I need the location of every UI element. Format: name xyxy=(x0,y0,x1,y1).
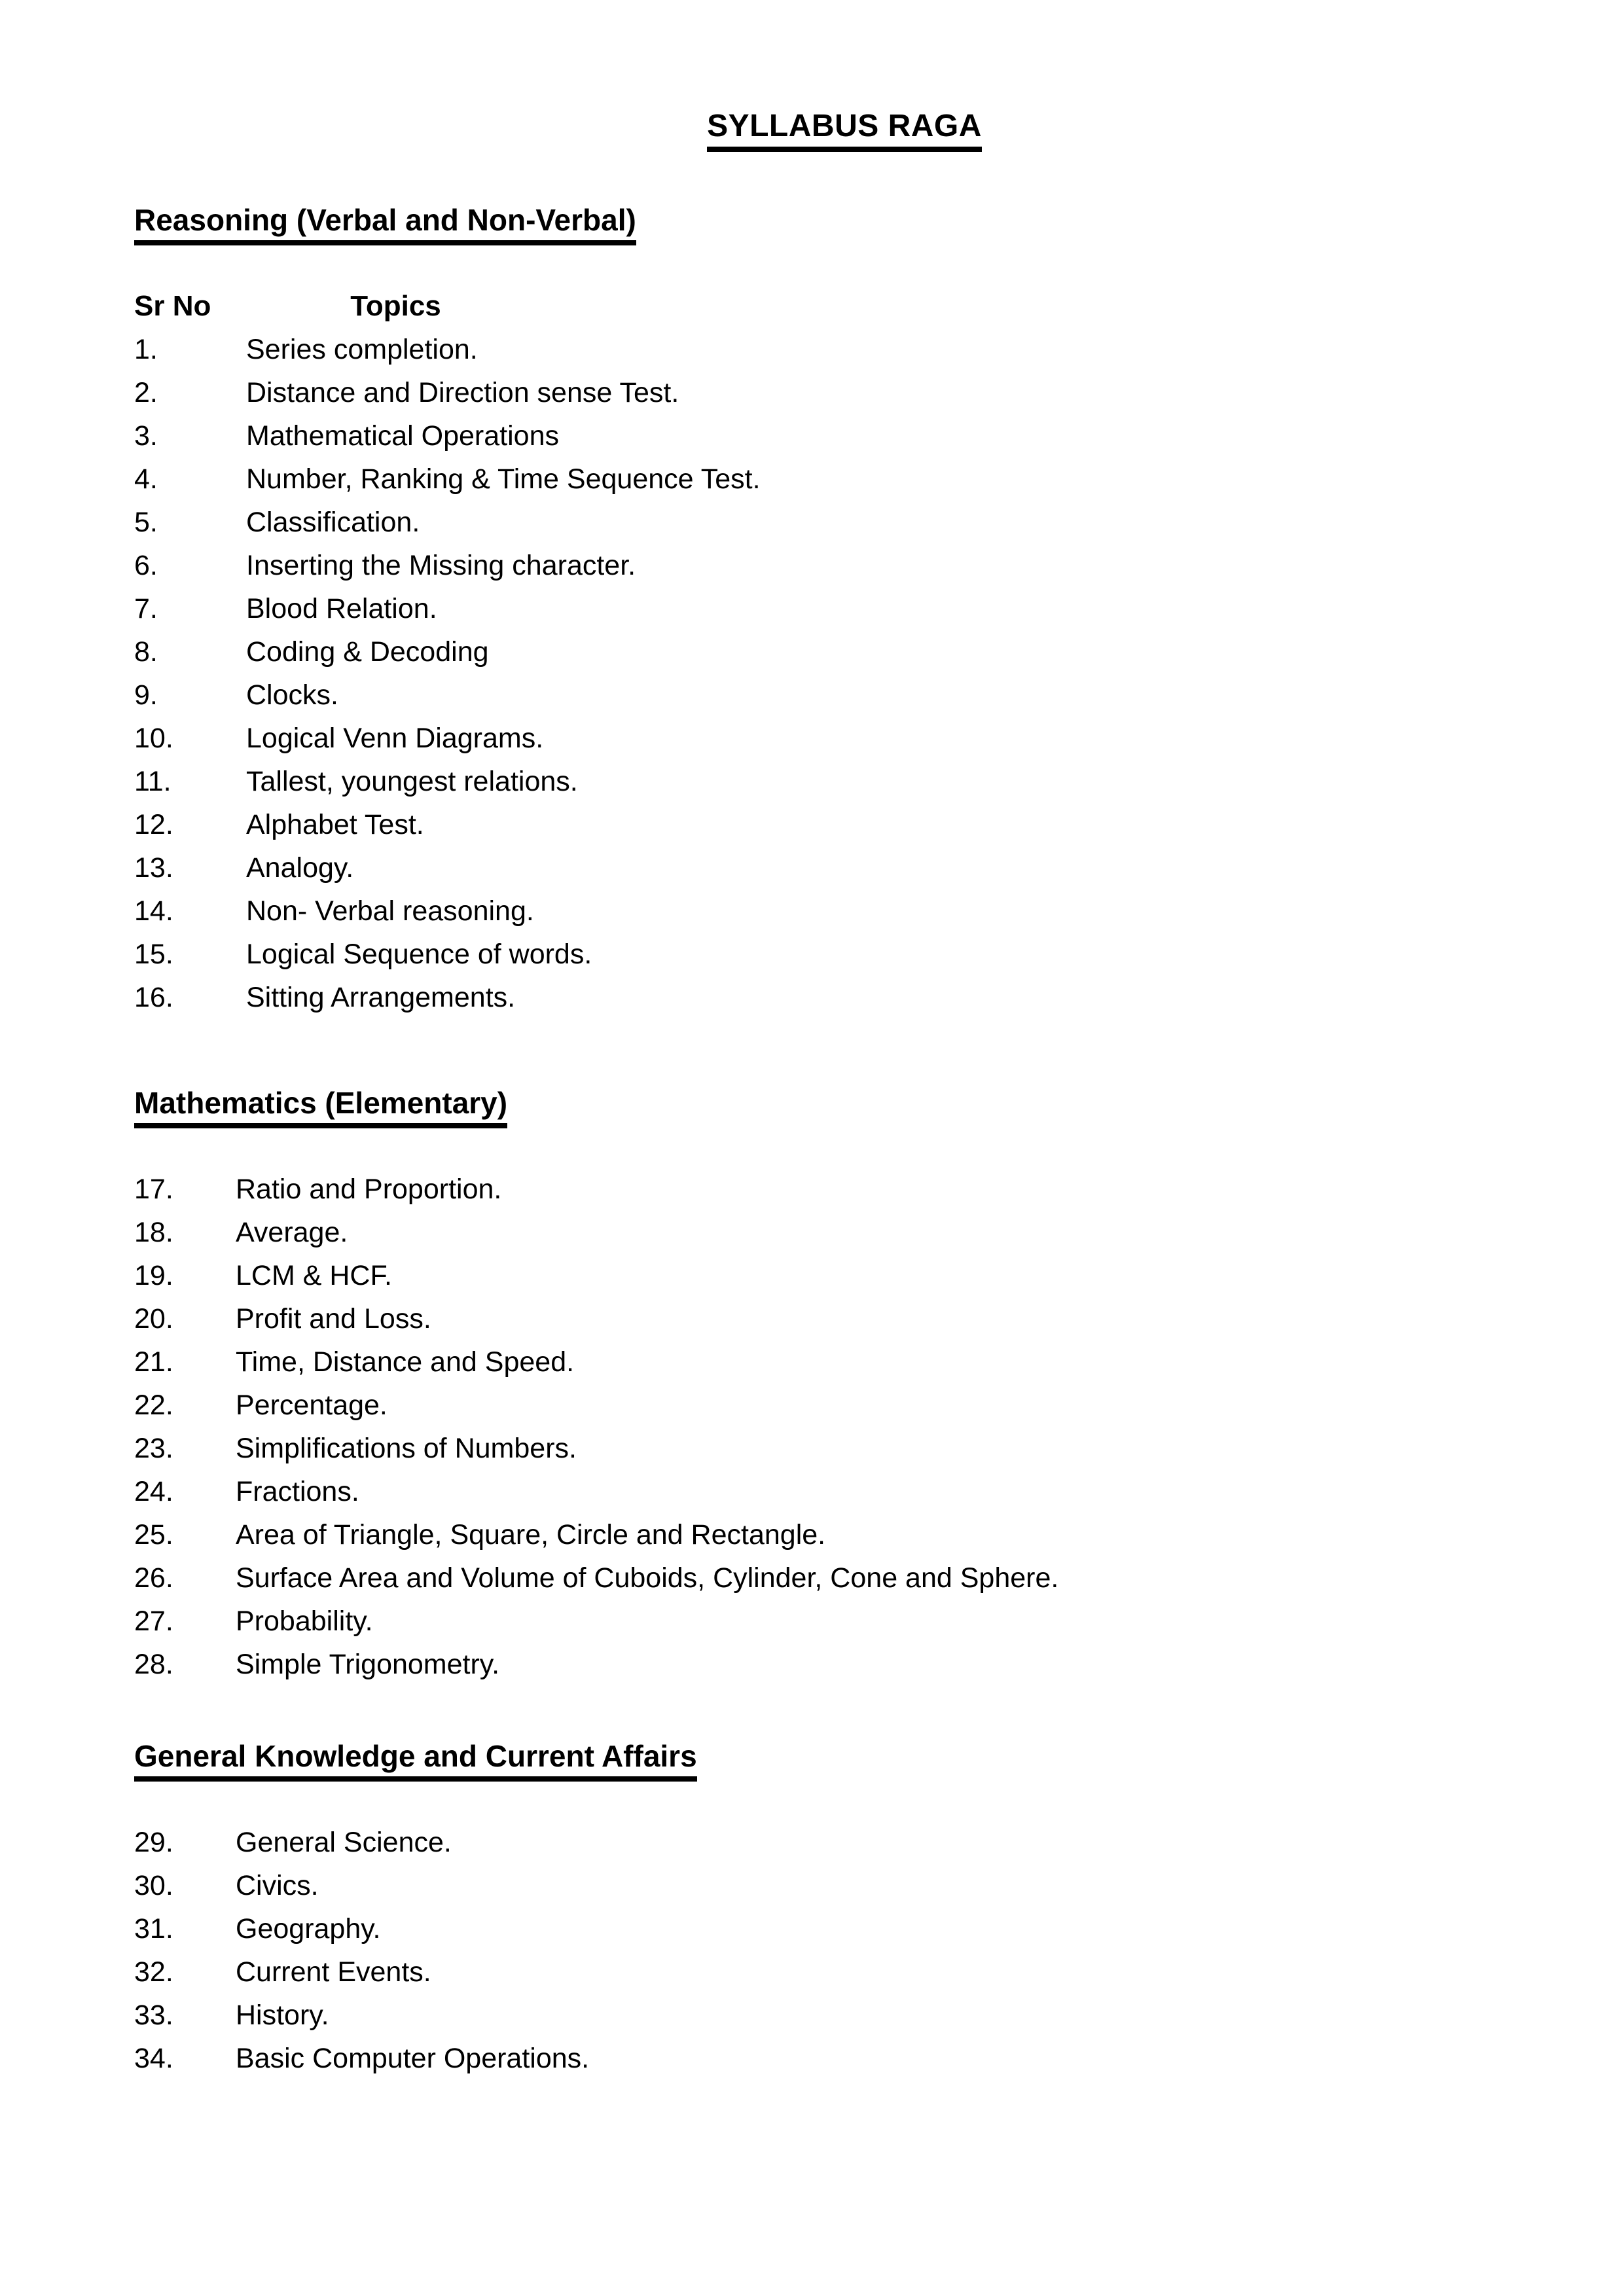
section-heading-mathematics xyxy=(134,1081,1555,1124)
row-number: 29. xyxy=(134,1827,173,1858)
row-topic: Simple Trigonometry. xyxy=(236,1649,500,1680)
syllabus-row xyxy=(134,1384,1555,1427)
row-number: 22. xyxy=(134,1390,173,1421)
syllabus-row xyxy=(134,933,1555,976)
row-number: 34. xyxy=(134,2043,173,2074)
row-number: 24. xyxy=(134,1476,173,1507)
row-number: 3. xyxy=(134,420,158,452)
row-number: 12. xyxy=(134,809,173,840)
general-knowledge-topic-list xyxy=(134,1821,1555,2080)
row-number: 15. xyxy=(134,939,173,970)
row-number: 18. xyxy=(134,1217,173,1248)
row-topic: Percentage. xyxy=(236,1390,388,1421)
section-heading-general-knowledge xyxy=(134,1734,1555,1778)
row-topic: History. xyxy=(236,2000,329,2031)
syllabus-row xyxy=(134,371,1555,414)
row-topic: Classification. xyxy=(246,507,420,538)
syllabus-row xyxy=(134,1211,1555,1254)
syllabus-row xyxy=(134,587,1555,630)
row-number: 26. xyxy=(134,1562,173,1594)
syllabus-row xyxy=(134,1556,1555,1600)
syllabus-row xyxy=(134,1600,1555,1643)
row-number: 31. xyxy=(134,1913,173,1945)
column-headers xyxy=(134,285,1555,328)
row-number: 14. xyxy=(134,895,173,927)
syllabus-row xyxy=(134,976,1555,1019)
row-topic: Logical Venn Diagrams. xyxy=(246,723,544,754)
row-topic: Ratio and Proportion. xyxy=(236,1174,502,1205)
row-number: 11. xyxy=(134,766,171,797)
syllabus-row xyxy=(134,673,1555,717)
row-topic: Clocks. xyxy=(246,679,338,711)
section-heading-mathematics-text: Mathematics (Elementary) xyxy=(134,1086,507,1128)
row-topic: Time, Distance and Speed. xyxy=(236,1346,575,1378)
row-topic: Tallest, youngest relations. xyxy=(246,766,578,797)
mathematics-topic-list xyxy=(134,1168,1555,1686)
row-topic: Alphabet Test. xyxy=(246,809,424,840)
syllabus-row xyxy=(134,328,1555,371)
syllabus-row xyxy=(134,544,1555,587)
row-topic: Number, Ranking & Time Sequence Test. xyxy=(246,463,761,495)
syllabus-row xyxy=(134,1643,1555,1686)
row-number: 32. xyxy=(134,1956,173,1988)
syllabus-row xyxy=(134,1427,1555,1470)
syllabus-row xyxy=(134,1950,1555,1994)
row-topic: Current Events. xyxy=(236,1956,431,1988)
row-number: 19. xyxy=(134,1260,173,1291)
page-title xyxy=(134,105,1555,148)
row-topic: Basic Computer Operations. xyxy=(236,2043,590,2074)
row-number: 4. xyxy=(134,463,158,495)
column-header-topics: Topics xyxy=(350,290,441,322)
row-number: 16. xyxy=(134,982,173,1013)
row-number: 9. xyxy=(134,679,158,711)
row-topic: Area of Triangle, Square, Circle and Rectangle. xyxy=(236,1519,826,1551)
row-number: 13. xyxy=(134,852,173,884)
syllabus-row xyxy=(134,717,1555,760)
row-topic: Analogy. xyxy=(246,852,354,884)
row-number: 2. xyxy=(134,377,158,408)
row-number: 27. xyxy=(134,1605,173,1637)
syllabus-row xyxy=(134,1254,1555,1297)
page-title-text: SYLLABUS RAGA xyxy=(707,109,982,152)
row-topic: Profit and Loss. xyxy=(236,1303,431,1335)
row-number: 17. xyxy=(134,1174,173,1205)
syllabus-row xyxy=(134,414,1555,457)
syllabus-row xyxy=(134,2037,1555,2080)
row-topic: Surface Area and Volume of Cuboids, Cylinder, Cone and Sphere. xyxy=(236,1562,1059,1594)
row-topic: General Science. xyxy=(236,1827,452,1858)
row-topic: Mathematical Operations xyxy=(246,420,559,452)
row-topic: Distance and Direction sense Test. xyxy=(246,377,679,408)
row-number: 7. xyxy=(134,593,158,624)
row-number: 33. xyxy=(134,2000,173,2031)
syllabus-row xyxy=(134,1297,1555,1340)
row-topic: Probability. xyxy=(236,1605,373,1637)
row-number: 30. xyxy=(134,1870,173,1901)
syllabus-row xyxy=(134,1864,1555,1907)
syllabus-row xyxy=(134,889,1555,933)
row-topic: Inserting the Missing character. xyxy=(246,550,636,581)
row-number: 20. xyxy=(134,1303,173,1335)
row-number: 25. xyxy=(134,1519,173,1551)
row-topic: Blood Relation. xyxy=(246,593,437,624)
syllabus-row xyxy=(134,1994,1555,2037)
row-topic: Average. xyxy=(236,1217,348,1248)
syllabus-row xyxy=(134,1513,1555,1556)
syllabus-row xyxy=(134,1470,1555,1513)
syllabus-row xyxy=(134,803,1555,846)
row-number: 23. xyxy=(134,1433,173,1464)
reasoning-topic-list xyxy=(134,328,1555,1019)
syllabus-row xyxy=(134,1168,1555,1211)
row-topic: Simplifications of Numbers. xyxy=(236,1433,577,1464)
section-heading-general-knowledge-text: General Knowledge and Current Affairs xyxy=(134,1739,697,1782)
row-number: 21. xyxy=(134,1346,173,1378)
row-number: 28. xyxy=(134,1649,173,1680)
row-topic: Coding & Decoding xyxy=(246,636,489,668)
row-number: 8. xyxy=(134,636,158,668)
syllabus-row xyxy=(134,1907,1555,1950)
column-header-sr-no: Sr No xyxy=(134,290,211,322)
row-topic: Civics. xyxy=(236,1870,319,1901)
syllabus-row xyxy=(134,1340,1555,1384)
syllabus-row xyxy=(134,1821,1555,1864)
row-topic: Logical Sequence of words. xyxy=(246,939,592,970)
syllabus-row xyxy=(134,630,1555,673)
row-topic: Fractions. xyxy=(236,1476,359,1507)
row-topic: LCM & HCF. xyxy=(236,1260,392,1291)
syllabus-row xyxy=(134,457,1555,501)
row-number: 5. xyxy=(134,507,158,538)
row-topic: Non- Verbal reasoning. xyxy=(246,895,534,927)
row-number: 1. xyxy=(134,334,158,365)
row-topic: Geography. xyxy=(236,1913,381,1945)
row-topic: Series completion. xyxy=(246,334,478,365)
syllabus-row xyxy=(134,501,1555,544)
section-heading-reasoning xyxy=(134,198,1555,242)
row-number: 6. xyxy=(134,550,158,581)
syllabus-row xyxy=(134,846,1555,889)
row-topic: Sitting Arrangements. xyxy=(246,982,516,1013)
syllabus-row xyxy=(134,760,1555,803)
row-number: 10. xyxy=(134,723,173,754)
section-heading-reasoning-text: Reasoning (Verbal and Non-Verbal) xyxy=(134,203,636,245)
